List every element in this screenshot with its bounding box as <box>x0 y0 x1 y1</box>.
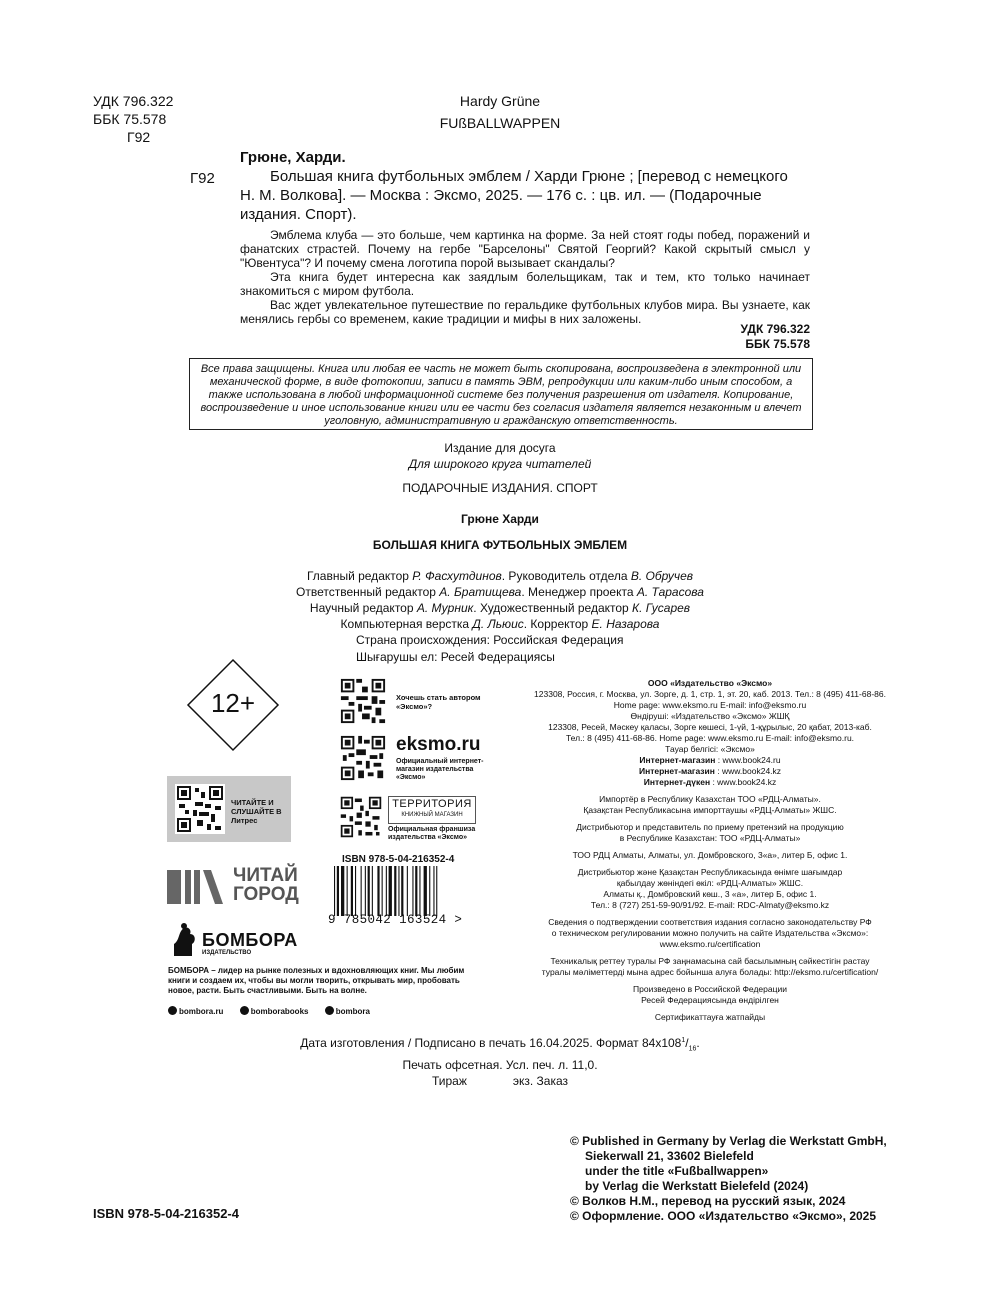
bombora-wave-icon <box>170 922 200 958</box>
no-cert: Сертификаттауға жатпайды <box>654 1012 766 1022</box>
publisher-address: 123308, Россия, г. Москва, ул. Зорге, д. 1, стр. 1, эт. 20, каб. 2013. Тел.: 8 (495) 411-68-86. <box>534 689 886 699</box>
production-line-1: Дата изготовления / Подписано в печать 16.04.2025. Формат $84x108^1/_{16}$. <box>300 1036 700 1053</box>
globe-icon <box>168 1006 177 1015</box>
chitai-gorod-label: ЧИТАЙ ГОРОД <box>233 865 299 905</box>
staff-row-2: Ответственный редактор А. Братищева. Менеджер проекта А. Тарасова <box>296 585 704 599</box>
copyright-6: © Оформление. ООО «Издательство «Эксмо», 2025 <box>570 1209 877 1223</box>
publisher-kz-address: 123308, Ресей, Мәскеу қаласы, Зорге көшесі, 1-үй, 1-құрылыс, 20 қабат, 2013-каб. <box>548 722 872 732</box>
edition-audience: Для широкого круга читателей <box>408 457 592 471</box>
cert-2: о техническом регулировании можно получить на сайте Издательства «Эксмо»: <box>551 928 869 938</box>
bombora-name: БОМБОРА <box>202 930 298 950</box>
bbk-code: ББК 75.578 <box>93 111 167 127</box>
edition-series: ПОДАРОЧНЫЕ ИЗДАНИЯ. СПОРТ <box>402 481 598 495</box>
rdc-address: ТОО РДЦ Алматы, Алматы, ул. Домбровского, 3«а», литер Б, офис 1. <box>572 850 848 860</box>
country-ru: Страна происхождения: Российская Федерация <box>356 633 624 647</box>
cert-3: www.eksmo.ru/certification <box>659 939 761 949</box>
bibliographic-entry <box>240 148 810 224</box>
copyright-5: © Волков Н.М., перевод на русский язык, 2024 <box>570 1194 846 1208</box>
staff-credits <box>200 568 800 632</box>
edition-type: Издание для досуга <box>444 441 556 455</box>
kz-cert-1: Техникалық реттеу туралы РФ заңнамасына сай басылымның сәйкестігін растау <box>550 956 870 966</box>
biblio-line-1: Большая книга футбольных эмблем / Харди Грюне ; [перевод с немецкого <box>270 168 788 185</box>
bombora-logo <box>170 922 300 958</box>
barcode-number: 9 785042 163524 > <box>328 913 463 927</box>
staff-row-4: Компьютерная верстка Д. Льюис. Корректор Е. Назарова <box>340 617 660 631</box>
litres-block <box>167 776 291 842</box>
vk-icon <box>240 1006 249 1015</box>
annotation-udk: УДК 796.322 <box>740 322 810 336</box>
eksmo-site-note: Официальный интернет-магазин издательства «Эксмо» <box>396 758 484 781</box>
kz-distributor-2: қабылдау жөніндегі өкіл: «РДЦ-Алматы» ЖШС. <box>616 878 804 888</box>
production-info <box>200 1033 800 1089</box>
annotation <box>240 228 810 326</box>
eksmo-qr-icon[interactable] <box>339 734 387 782</box>
distributor-2: в Республике Казахстан: ТОО «РДЦ-Алматы» <box>619 833 801 843</box>
publisher-home: Home page: www.eksmo.ru E-mail: info@eksmo.ru <box>613 700 807 710</box>
original-title-block <box>300 90 700 134</box>
publisher-kz-tel: Тел.: 8 (495) 411-68-86. Home page: www.eksmo.ru E-mail: info@eksmo.ru. <box>565 733 855 743</box>
territory-label: ТЕРРИТОРИЯ <box>392 798 472 810</box>
staff-row-3: Научный редактор А. Мурник. Художественный редактор К. Гусарев <box>309 601 691 615</box>
biblio-heading: Грюне, Харди. <box>240 149 346 166</box>
territory-sublabel: КНИЖНЫЙ МАГАЗИН <box>401 812 463 818</box>
edition-title: БОЛЬШАЯ КНИГА ФУТБОЛЬНЫХ ЭМБЛЕМ <box>372 538 628 552</box>
litres-qr-icon[interactable] <box>175 784 225 834</box>
staff-row-1: Главный редактор Р. Фасхутдинов. Руководитель отдела В. Обручев <box>306 569 694 583</box>
author-qr-icon[interactable] <box>339 677 387 725</box>
telegram-icon <box>325 1006 334 1015</box>
annotation-bbk: ББК 75.578 <box>745 337 810 351</box>
publisher-kz-mark: Тауар белгісі: «Эксмо» <box>665 744 755 754</box>
isbn-barcode <box>332 866 480 916</box>
annotation-paragraph-1: Эмблема клуба — это больше, чем картинка на форме. За ней стоят годы побед, поражений и фанатских страстей. Почему на гербе "Барселоны" Святой Георгий? Какой скрытый смысл у "Ювентуса"? И почему смена логотипа порой вызывает скандалы? <box>240 228 810 270</box>
country-kz: Шығарушы ел: Ресей Федерациясы <box>356 650 555 664</box>
distributor-1: Дистрибьютор и представитель по приему претензий на продукцию <box>576 822 844 832</box>
cert-1: Сведения о подтверждении соответствия издания согласно законодательству РФ <box>548 917 872 927</box>
importer-kz: Қазақстан Республикасына импорттаушы «РДЦ-Алматы» ЖШС. <box>583 805 837 815</box>
territory-logo <box>388 796 476 824</box>
social-website[interactable]: bombora.ru <box>168 1007 223 1016</box>
bombora-socials <box>168 1006 384 1016</box>
age-rating <box>186 658 280 752</box>
importer-ru: Импортёр в Республику Казахстан ТОО «РДЦ-Алматы». <box>599 794 821 804</box>
production-line-3: Тираж экз. Заказ <box>431 1074 569 1089</box>
kz-rdc-tel: Тел.: 8 (727) 251-59-90/91/92. E-mail: RDC-Almaty@eksmo.kz <box>590 900 830 910</box>
bombora-description: БОМБОРА – лидер на рынке полезных и вдохновляющих книг. Мы любим книги и создаем их, чтобы вы могли творить, открывать мир, пробовать новое, расти. Быть счастливыми. Быть на волне. <box>168 966 465 995</box>
shop-kz: Интернет-магазин : www.book24.kz <box>638 766 782 776</box>
publisher-info <box>505 678 915 1023</box>
chitai-gorod-logo <box>167 866 312 906</box>
kz-rdc-address: Алматы қ., Домбровский көш., 3 «а», литер Б, офис 1. <box>603 889 817 899</box>
social-telegram[interactable]: bombora <box>325 1007 370 1016</box>
publisher-name: ООО «Издательство «Эксмо» <box>647 678 773 688</box>
shop-ru: Интернет-магазин : www.book24.ru <box>639 755 781 765</box>
copyright-2: Siekerwall 21, 33602 Bielefeld <box>585 1149 754 1163</box>
isbn-bottom: ISBN 978-5-04-216352-4 <box>93 1206 239 1221</box>
publisher-kz-name: Өндіруші: «Издательство «Эксмо» ЖШҚ <box>630 711 790 721</box>
country-of-origin <box>356 632 624 666</box>
annotation-paragraph-3: Вас ждет увлекательное путешествие по геральдике футбольных клубов мира. Вы узнаете, как менялись гербы со временем, какие традиции и мифы в них заложены. <box>240 298 810 326</box>
territory-note: Официальная франшиза издательства «Эксмо» <box>388 826 476 841</box>
copyright-1: © Published in Germany by Verlag die Werkstatt GmbH, <box>570 1134 887 1148</box>
rights-notice: Все права защищены. Книга или любая ее часть не может быть скопирована, воспроизведена в электронной или механической форме, в виде фотокопии, записи в память ЭВМ, репродукции или каким-либо иным способом, а также использована в любой информационной системе без получения разрешения от издателя. Копирование, воспроизведение и иное использование книги или ее части без согласия издателя является незаконным и влечет уголовную, административную и гражданскую ответственность. <box>189 358 813 430</box>
author-qr-note: Хочешь стать автором «Эксмо»? <box>396 693 481 711</box>
chitai-gorod-icon <box>167 866 227 906</box>
biblio-line-2: Н. М. Волкова]. — Москва : Эксмо, 2025. — 176 с. : цв. ил. — (Подарочные <box>240 187 762 204</box>
original-author: Hardy Grüne <box>459 93 541 109</box>
production-line-2: Печать офсетная. Усл. печ. л. 11,0. <box>402 1058 598 1073</box>
kz-cert-2: туралы мәліметтерді мына адрес бойынша алуға болады: http://eksmo.ru/certification/ <box>541 967 879 977</box>
kz-distributor-1: Дистрибьютор және Қазақстан Республикасында өнімге шағымдар <box>577 867 843 877</box>
side-author-mark: Г92 <box>190 170 215 187</box>
author-mark: Г92 <box>127 129 151 145</box>
copyright-block <box>570 1134 930 1224</box>
made-in-kz: Ресей Федерациясында өндірілген <box>641 995 779 1005</box>
made-in-ru: Произведено в Российской Федерации <box>633 984 787 994</box>
social-vk[interactable]: bomborabooks <box>240 1007 309 1016</box>
barcode-isbn-label: ISBN 978-5-04-216352-4 <box>342 854 455 865</box>
copyright-4: by Verlag die Werkstatt Bielefeld (2024) <box>585 1179 809 1193</box>
edition-author: Грюне Харди <box>461 512 539 526</box>
udk-code: УДК 796.322 <box>93 93 174 109</box>
biblio-line-3: издания. Спорт). <box>240 206 357 223</box>
litres-note: ЧИТАЙТЕ И СЛУШАЙТЕ В Литрес <box>231 798 282 825</box>
annotation-codes <box>640 322 810 352</box>
age-rating-label: 12+ <box>210 688 256 718</box>
original-title: FUßBALLWAPPEN <box>439 115 561 131</box>
copyright-3: under the title «Fußballwappen» <box>585 1164 769 1178</box>
udk-block <box>93 92 173 146</box>
bombora-sub: ИЗДАТЕЛЬСТВО <box>202 950 252 956</box>
shop-kz-2: Интернет-дүкен : www.book24.kz <box>643 777 777 787</box>
territory-qr-icon[interactable] <box>339 795 383 839</box>
annotation-paragraph-2: Эта книга будет интересна как заядлым болельщикам, так и тем, кто только начинает знакомиться с миром футбола. <box>240 270 810 298</box>
eksmo-site-label[interactable]: eksmo.ru <box>396 734 481 755</box>
